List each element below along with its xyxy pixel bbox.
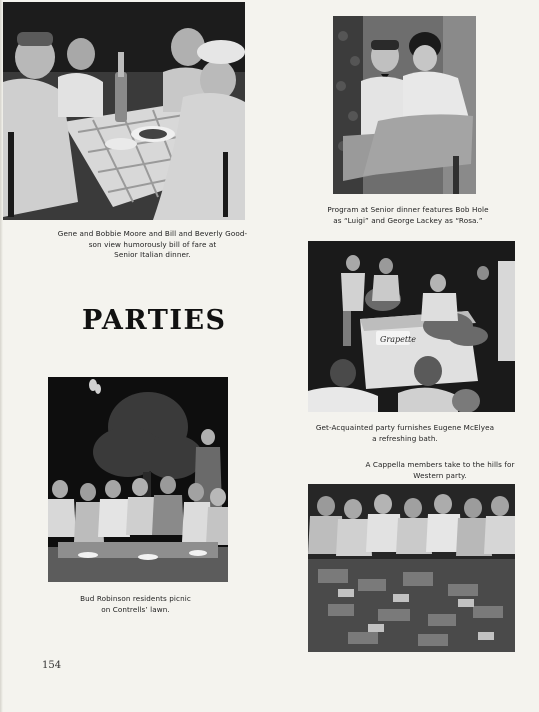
get-acquainted-party-photo [308, 241, 515, 412]
senior-dinner-program-photo [333, 16, 476, 194]
caption-line: A Cappella members take to the hills for [365, 460, 515, 469]
caption-line: Senior Italian dinner. [114, 250, 191, 259]
senior-dinner-program-caption [308, 205, 508, 226]
caption-line: a refreshing bath. [372, 433, 438, 443]
caption-line: son view humorously bill of fare at [88, 239, 217, 249]
caption-line: Bud Robinson residents picnic [80, 594, 191, 603]
page-number: 154 [42, 660, 62, 671]
bud-robinson-picnic-photo [48, 377, 228, 582]
caption-line: Western party. [413, 470, 467, 480]
caption-line: Program at Senior dinner features Bob Hole [327, 205, 489, 214]
italian-dinner-photo [3, 2, 245, 220]
caption-line: Gene and Bobbie Moore and Bill and Beverly Good- [57, 229, 248, 238]
get-acquainted-party-caption [295, 423, 515, 444]
italian-dinner-caption [45, 229, 260, 261]
grapette-sign: Grapette [380, 335, 417, 344]
caption-line: Get-Acquainted party furnishes Eugene McElyea [315, 423, 495, 432]
a-cappella-western-party-photo [308, 484, 515, 652]
a-cappella-western-party-caption [360, 460, 520, 481]
caption-line: on Contrells’ lawn. [101, 604, 170, 614]
page-title: PARTIES [82, 305, 227, 336]
bud-robinson-picnic-caption [58, 594, 213, 615]
caption-line: as “Luigi” and George Lackey as “Rosa.” [333, 215, 483, 225]
